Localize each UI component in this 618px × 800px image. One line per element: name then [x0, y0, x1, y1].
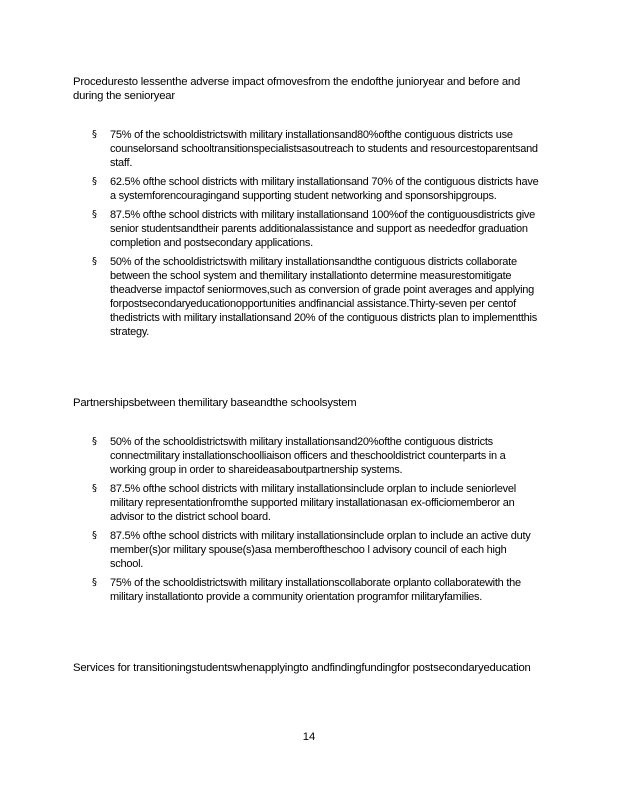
section-sign-bullet-icon: §	[92, 577, 97, 588]
list-item	[92, 435, 542, 477]
bullet-list	[92, 128, 542, 344]
list-item	[92, 128, 542, 170]
list-item	[92, 255, 542, 339]
section-heading: Services for transitioningstudentswhenapplyingto andfindingfundingfor postsecondaryeducation	[73, 662, 531, 674]
list-item-text: 62.5% ofthe school districts with military installationsand 70% of the contiguous districts have a systemforencouragingand supporting student networking and sponsorshipgroups.	[110, 176, 539, 202]
list-item-text: 75% of the schooldistrictswith military installationscollaborate orplanto collaboratewith the military installationto provide a community orientation programfor militaryfamilies.	[110, 577, 521, 603]
section-heading: Proceduresto lessenthe adverse impact ofmovesfrom the endofthe junioryear and before and during the senioryear	[73, 76, 521, 102]
section-sign-bullet-icon: §	[92, 129, 97, 140]
page-number: 14	[302, 731, 316, 743]
list-item	[92, 175, 542, 203]
list-item-text: 50% of the schooldistrictswith military installationsand20%ofthe contiguous districts connectmilitary installationschoolliaison officers and theschooldistrict counterparts in a working group in order to shareideasaboutpartnership systems.	[110, 436, 506, 476]
section-sign-bullet-icon: §	[92, 256, 97, 267]
list-item	[92, 208, 542, 250]
section-sign-bullet-icon: §	[92, 436, 97, 447]
bullet-list	[92, 435, 542, 609]
list-item-text: 87.5% ofthe school districts with military installationsinclude orplan to include an active duty member(s)or military spouse(s)asa memberoftheschoo l advisory council of each high school.	[110, 530, 531, 570]
list-item-text: 50% of the schooldistrictswith military installationsandthe contiguous districts collaborate between the school system and themilitary installationto determine measurestomitigate theadverse impactof seniormoves,such as conversion of grade point averages and applying forpostsecondaryeducationopportunities andfinancial assistance.Thirty-seven per centof thedistricts with military installationsand 20% of the contiguous districts plan to implementthis strategy.	[110, 256, 537, 338]
list-item	[92, 529, 542, 571]
list-item-text: 87.5% ofthe school districts with military installationsand 100%of the contiguousdistricts give senior studentsandtheir parents additionalassistance and support as neededfor graduation completion and postsecondary applications.	[110, 209, 536, 249]
section-sign-bullet-icon: §	[92, 209, 97, 220]
section-sign-bullet-icon: §	[92, 176, 97, 187]
section-sign-bullet-icon: §	[92, 483, 97, 494]
list-item-text: 75% of the schooldistrictswith military installationsand80%ofthe contiguous districts use counselorsand schooltransitionspecialistsasoutreach to students and resourcestoparentsand staff.	[110, 129, 538, 169]
list-item-text: 87.5% ofthe school districts with military installationsinclude orplan to include seniorlevel military representationfromthe supported military installationasan ex-officiomemberor an advisor to the district school board.	[110, 483, 516, 523]
section-sign-bullet-icon: §	[92, 530, 97, 541]
list-item	[92, 482, 542, 524]
list-item	[92, 576, 542, 604]
section-heading: Partnershipsbetween themilitary baseandthe schoolsystem	[73, 397, 357, 409]
